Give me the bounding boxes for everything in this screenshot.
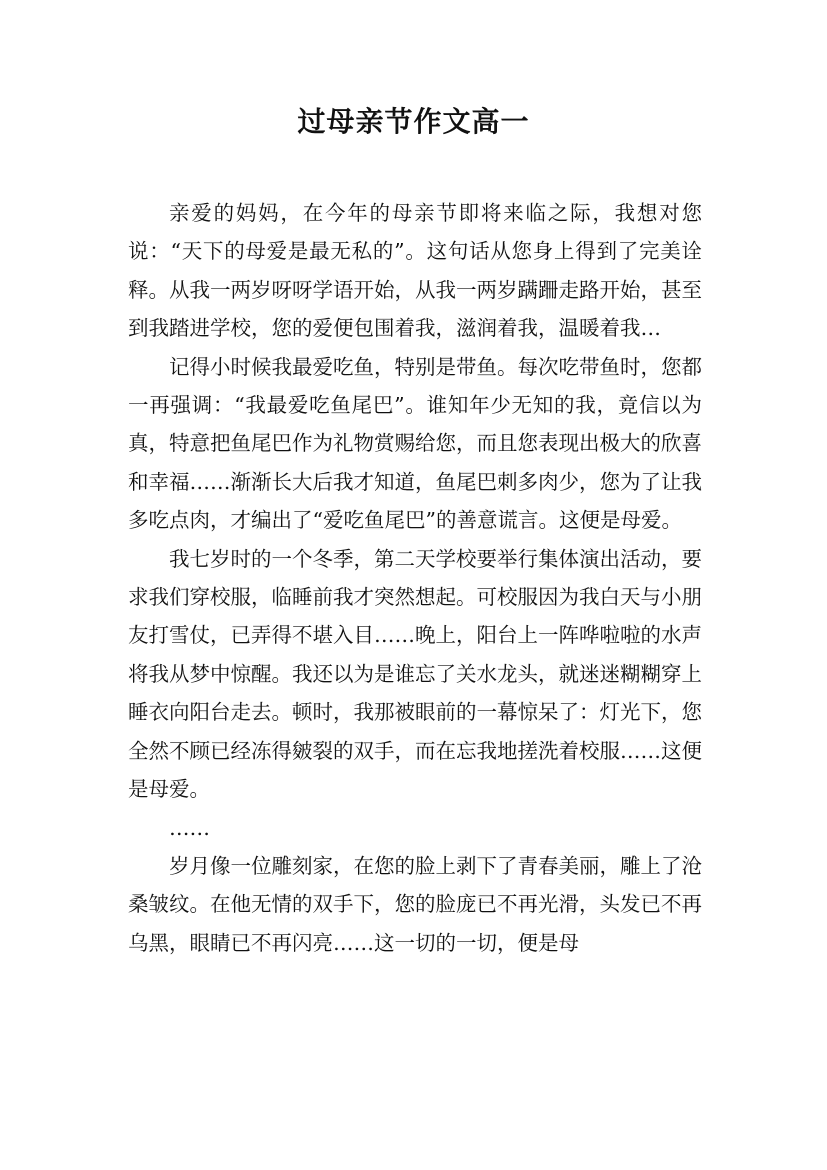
document-title: 过母亲节作文高一 [297, 105, 530, 138]
paragraph-1: 亲爱的妈妈，在今年的母亲节即将来临之际，我想对您说：“天下的母爱是最无私的”。这句话从您身上得到了完美诠释。从我一两岁呀呀学语开始，从我一两岁蹒跚走路开始，甚至到我踏进学校，您的爱便包围着我，滋润着我，温暖着我… [128, 201, 702, 341]
document-body [128, 194, 702, 962]
paragraph-4: 岁月像一位雕刻家，在您的脸上剥下了青春美丽，雕上了沧桑皱纹。在他无情的双手下，您的脸庞已不再光滑，头发已不再乌黑，眼睛已不再闪亮……这一切的一切，便是母 [128, 853, 702, 955]
ellipsis-paragraph: …… [169, 815, 210, 840]
paragraph-2: 记得小时候我最爱吃鱼，特别是带鱼。每次吃带鱼时，您都一再强调：“我最爱吃鱼尾巴”。谁知年少无知的我，竟信以为真，特意把鱼尾巴作为礼物赏赐给您，而且您表现出极大的欣喜和幸福……渐渐长大后我才知道，鱼尾巴刺多肉少，您为了让我多吃点肉，才编出了“爱吃鱼尾巴”的善意谎言。这便是母爱。 [128, 354, 702, 533]
paragraph-3: 我七岁时的一个冬季，第二天学校要举行集体演出活动，要求我们穿校服，临睡前我才突然想起。可校服因为我白天与小朋友打雪仗，已弄得不堪入目……晚上，阳台上一阵哗啦啦的水声将我从梦中惊醒。我还以为是谁忘了关水龙头，就迷迷糊糊穿上睡衣向阳台走去。顿时，我那被眼前的一幕惊呆了：灯光下，您全然不顾已经冻得皴裂的双手，而在忘我地搓洗着校服……这便是母爱。 [128, 546, 702, 802]
